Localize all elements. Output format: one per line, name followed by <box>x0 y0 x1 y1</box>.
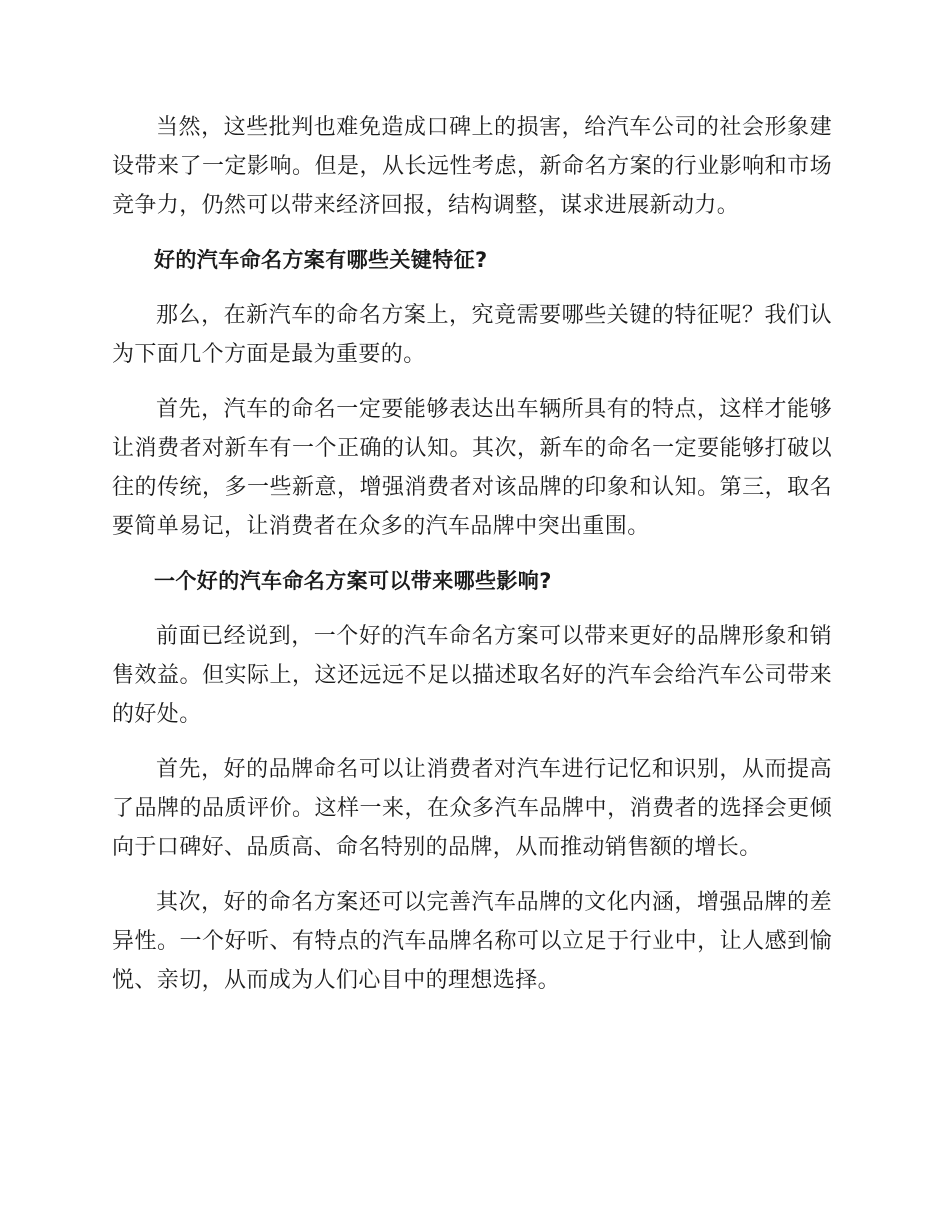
paragraph-benefit-memory: 首先，好的品牌命名可以让消费者对汽车进行记忆和识别，从而提高了品牌的品质评价。这样一来，在众多汽车品牌中，消费者的选择会更倾向于口碑好、品质高、命名特别的品牌，从而推动销售额的增长。 <box>112 757 832 860</box>
section-heading-benefits: 一个好的汽车命名方案可以带来哪些影响? <box>154 569 552 593</box>
paragraph-features-list: 首先，汽车的命名一定要能够表达出车辆所具有的特点，这样才能够让消费者对新车有一个正确的认知。其次，新车的命名一定要能够打破以往的传统，多一些新意，增强消费者对该品牌的印象和认知。第三，取名要简单易记，让消费者在众多的汽车品牌中突出重围。 <box>112 397 832 539</box>
section-heading-key-features: 好的汽车命名方案有哪些关键特征? <box>154 248 488 272</box>
paragraph-features-intro: 那么，在新汽车的命名方案上，究竟需要哪些关键的特征呢？我们认为下面几个方面是最为重要的。 <box>112 303 832 367</box>
paragraph-benefit-culture: 其次，好的命名方案还可以完善汽车品牌的文化内涵，增强品牌的差异性。一个好听、有特点的汽车品牌名称可以立足于行业中，让人感到愉悦、亲切，从而成为人们心目中的理想选择。 <box>112 890 832 993</box>
paragraph-reputation-impact: 当然，这些批判也难免造成口碑上的损害，给汽车公司的社会形象建设带来了一定影响。但是，从长远性考虑，新命名方案的行业影响和市场竞争力，仍然可以带来经济回报，结构调整，谋求进展新动力。 <box>112 115 832 218</box>
document-body <box>112 108 832 1016</box>
paragraph-benefits-intro: 前面已经说到，一个好的汽车命名方案可以带来更好的品牌形象和销售效益。但实际上，这还远远不足以描述取名好的汽车会给汽车公司带来的好处。 <box>112 624 832 727</box>
